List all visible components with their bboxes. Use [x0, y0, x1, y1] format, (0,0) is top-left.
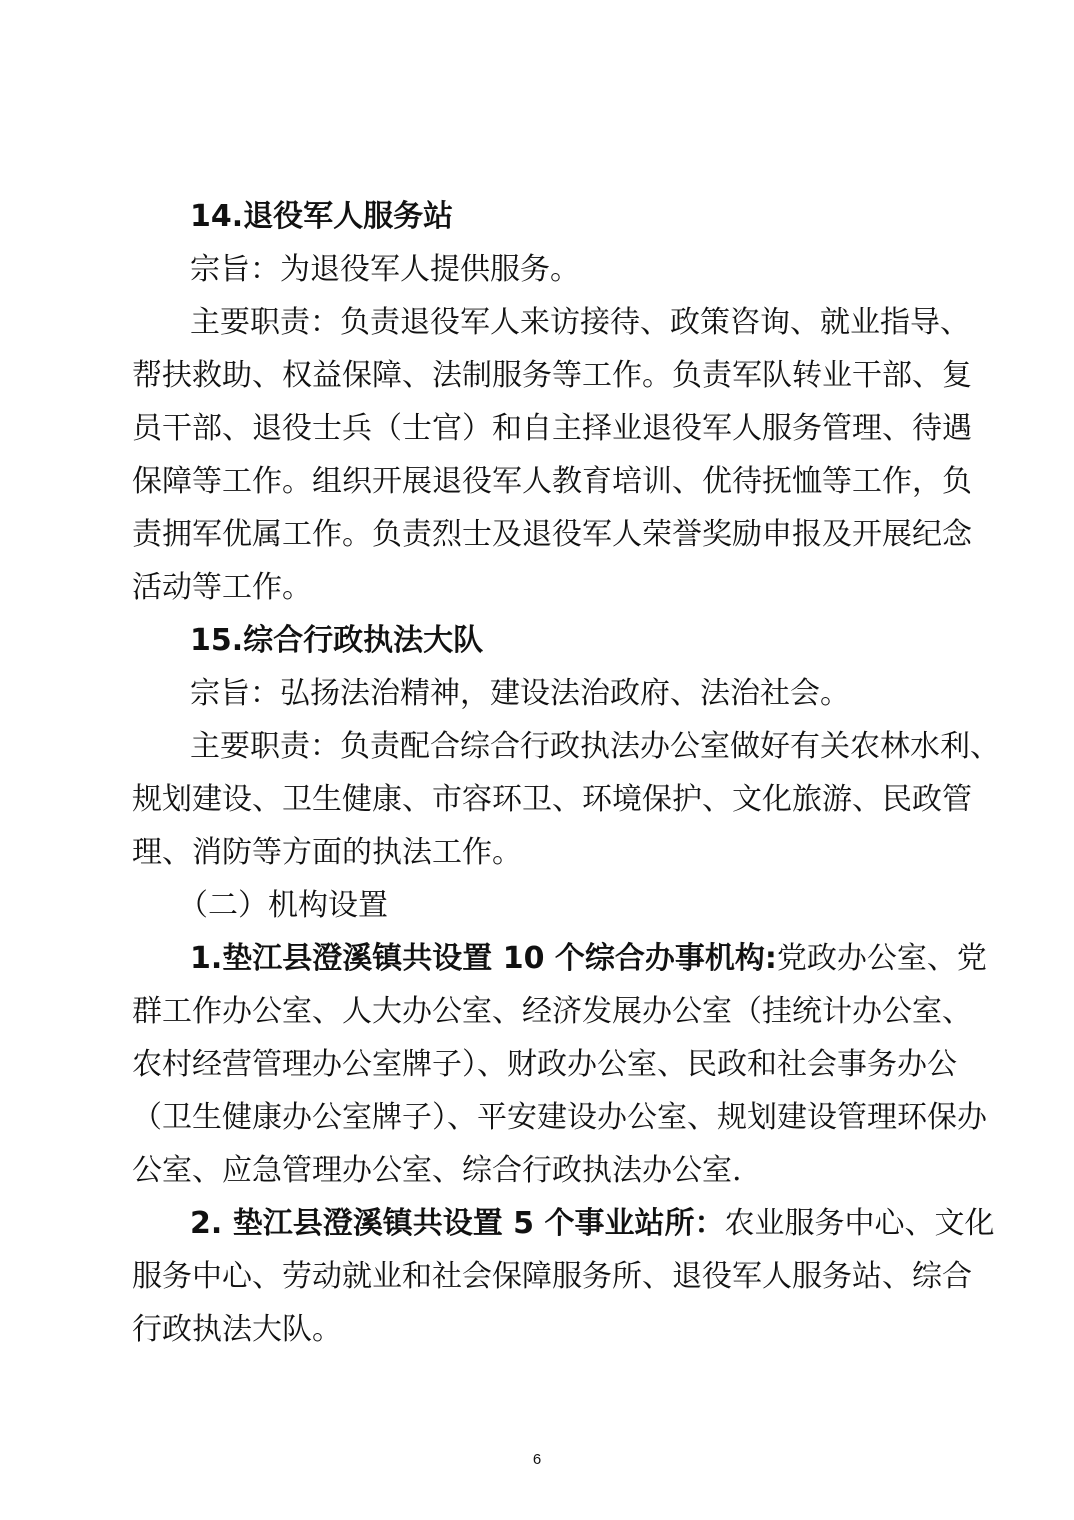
section-14-duty-line: 活动等工作。 [132, 570, 312, 605]
section-14-duty-line: 主要职责：负责退役军人来访接待、政策咨询、就业指导、 [190, 305, 970, 340]
section-15-purpose: 宗旨：弘扬法治精神，建设法治政府、法治社会。 [190, 676, 850, 711]
section-14-title: 14.退役军人服务站 [190, 199, 454, 234]
section-14-purpose: 宗旨：为退役军人提供服务。 [190, 252, 580, 287]
institution-setup-heading: （二）机构设置 [178, 888, 388, 923]
document-body [132, 190, 1000, 1356]
section-15-title: 15.综合行政执法大队 [190, 623, 484, 658]
institution-item-1-first-line [132, 932, 987, 985]
institution-item-2-first-line [132, 1197, 995, 1250]
section-14-duty-line: 保障等工作。组织开展退役军人教育培训、优待抚恤等工作，负 [132, 464, 972, 499]
section-15-duty-line: 主要职责：负责配合综合行政执法办公室做好有关农林水利、 [190, 729, 1000, 764]
institution-item-1-line: 农村经营管理办公室牌子）、财政办公室、民政和社会事务办公 [132, 1047, 957, 1082]
page-number: 6 [532, 1451, 542, 1468]
institution-item-1-lead: 1.垫江县澄溪镇共设置 10 个综合办事机构: [190, 941, 777, 976]
section-14-duty-line: 帮扶救助、权益保障、法制服务等工作。负责军队转业干部、复 [132, 358, 972, 393]
institution-item-2-line: 行政执法大队。 [132, 1312, 342, 1347]
institution-item-1-line: 群工作办公室、人大办公室、经济发展办公室（挂统计办公室、 [132, 994, 972, 1029]
section-15-duty-line: 理、消防等方面的执法工作。 [132, 835, 522, 870]
institution-item-2-line: 服务中心、劳动就业和社会保障服务所、退役军人服务站、综合 [132, 1259, 972, 1294]
institution-item-2-lead: 2. 垫江县澄溪镇共设置 5 个事业站所： [190, 1206, 725, 1241]
section-14-duty-line: 责拥军优属工作。负责烈士及退役军人荣誉奖励申报及开展纪念 [132, 517, 972, 552]
section-15-duty-line: 规划建设、卫生健康、市容环卫、环境保护、文化旅游、民政管 [132, 782, 972, 817]
institution-item-1-line: 公室、应急管理办公室、综合行政执法办公室. [132, 1153, 742, 1188]
institution-item-1-line: （卫生健康办公室牌子）、平安建设办公室、规划建设管理环保办 [132, 1100, 987, 1135]
institution-item-2-first-rest: 农业服务中心、文化 [724, 1206, 995, 1241]
section-14-duty-line: 员干部、退役士兵（士官）和自主择业退役军人服务管理、待遇 [132, 411, 972, 446]
institution-item-1-first-rest: 党政办公室、党 [776, 941, 987, 976]
